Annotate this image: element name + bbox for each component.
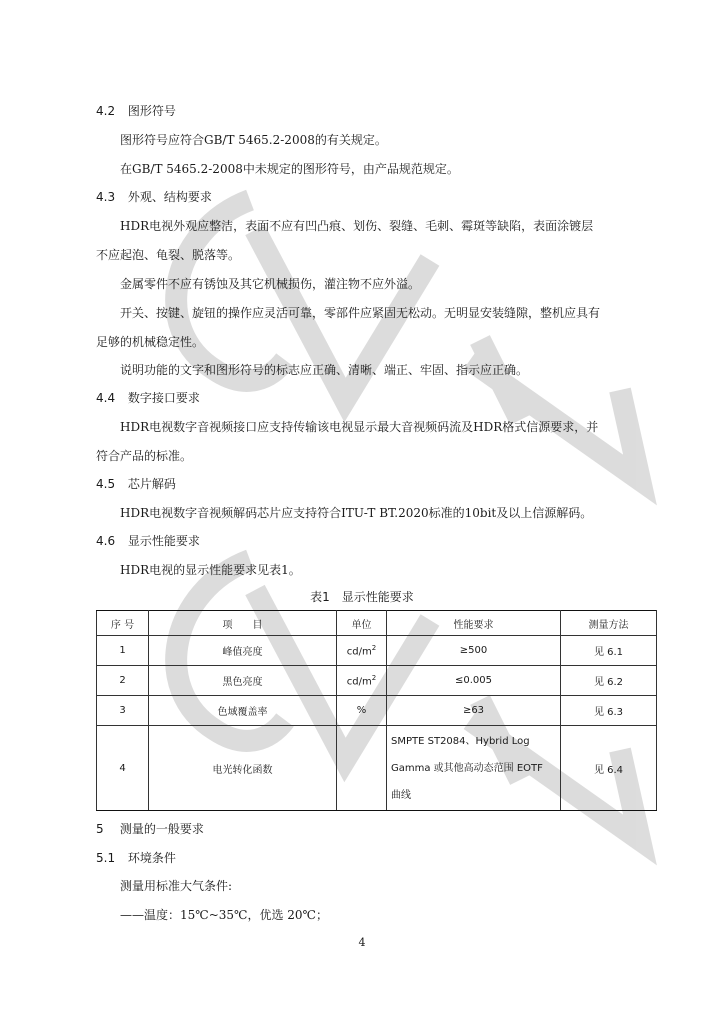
cell-requirement: ≥63 xyxy=(387,696,561,726)
heading-5-1: 5.1 环境条件 xyxy=(96,851,176,865)
cell-requirement xyxy=(387,726,561,811)
paragraph: 开关、按键、旋钮的操作应灵活可靠，零部件应紧固无松动。无明显安装缝隙，整机应具有 xyxy=(120,306,601,320)
paragraph: ——温度：15℃~35℃，优选 20℃； xyxy=(120,908,328,922)
paragraph-continuation: 足够的机械稳定性。 xyxy=(96,335,205,349)
paragraph: 在GB/T 5465.2-2008中未规定的图形符号，由产品规范规定。 xyxy=(120,162,459,176)
requirement-line: 曲线 xyxy=(391,789,411,801)
paragraph: HDR电视数字音视频接口应支持传输该电视显示最大音视频码流及HDR格式信源要求，并 xyxy=(120,420,599,434)
heading-4-5: 4.5 芯片解码 xyxy=(96,477,176,491)
table-caption: 表1 显示性能要求 xyxy=(310,590,414,604)
table-row xyxy=(97,726,657,811)
requirement-line: SMPTE ST2084、Hybrid Log xyxy=(391,735,530,747)
paragraph: 金属零件不应有锈蚀及其它机械损伤，灌注物不应外溢。 xyxy=(120,277,421,291)
cell-item: 电光转化函数 xyxy=(149,726,337,811)
paragraph: HDR电视数字音视频解码芯片应支持符合ITU-T BT.2020标准的10bit及以上信源解码。 xyxy=(120,506,593,520)
paragraph: 测量用标准大气条件: xyxy=(120,879,233,893)
cell-method: 见 6.4 xyxy=(561,726,657,811)
cell-no: 1 xyxy=(97,636,149,666)
cell-unit: $cd/m^2$ xyxy=(337,636,387,666)
cell-unit xyxy=(337,726,387,811)
cell-no: 3 xyxy=(97,696,149,726)
header-cell: 单位 xyxy=(337,611,387,636)
table-row xyxy=(97,696,657,726)
heading-5: 5 测量的一般要求 xyxy=(96,822,204,836)
heading-4-6: 4.6 显示性能要求 xyxy=(96,534,200,548)
paragraph: HDR电视的显示性能要求见表1。 xyxy=(120,563,301,577)
header-cell: 性能要求 xyxy=(387,611,561,636)
paragraph-continuation: 不应起泡、龟裂、脱落等。 xyxy=(96,248,241,262)
heading-4-3: 4.3 外观、结构要求 xyxy=(96,190,212,204)
paragraph-continuation: 符合产品的标准。 xyxy=(96,449,193,463)
heading-4-4: 4.4 数字接口要求 xyxy=(96,391,200,405)
cell-requirement: ≤0.005 xyxy=(387,666,561,696)
page-number: 4 xyxy=(358,936,366,949)
cell-method: 见 6.2 xyxy=(561,666,657,696)
cell-unit: $cd/m^2$ xyxy=(337,666,387,696)
display-performance-table xyxy=(96,610,657,811)
cell-method: 见 6.3 xyxy=(561,696,657,726)
heading-4-2: 4.2 图形符号 xyxy=(96,104,176,118)
paragraph: 图形符号应符合GB/T 5465.2-2008的有关规定。 xyxy=(120,133,387,147)
cell-no: 2 xyxy=(97,666,149,696)
cell-item: 色域覆盖率 xyxy=(149,696,337,726)
cell-unit: % xyxy=(337,696,387,726)
paragraph: 说明功能的文字和图形符号的标志应正确、清晰、端正、牢固、指示应正确。 xyxy=(120,363,529,377)
paragraph: HDR电视外观应整洁，表面不应有凹凸痕、划伤、裂缝、毛刺、霉斑等缺陷，表面涂镀层 xyxy=(120,219,594,233)
header-cell: 序 号 xyxy=(97,611,149,636)
cell-requirement: ≥500 xyxy=(387,636,561,666)
table-row xyxy=(97,636,657,666)
cell-item: 黑色亮度 xyxy=(149,666,337,696)
requirement-line: Gamma 或其他高动态范围 EOTF xyxy=(391,762,543,774)
cell-method: 见 6.1 xyxy=(561,636,657,666)
cell-no: 4 xyxy=(97,726,149,811)
table-header-row xyxy=(97,611,657,636)
cell-item: 峰值亮度 xyxy=(149,636,337,666)
table-row xyxy=(97,666,657,696)
header-cell: 项 目 xyxy=(149,611,337,636)
header-cell: 测量方法 xyxy=(561,611,657,636)
